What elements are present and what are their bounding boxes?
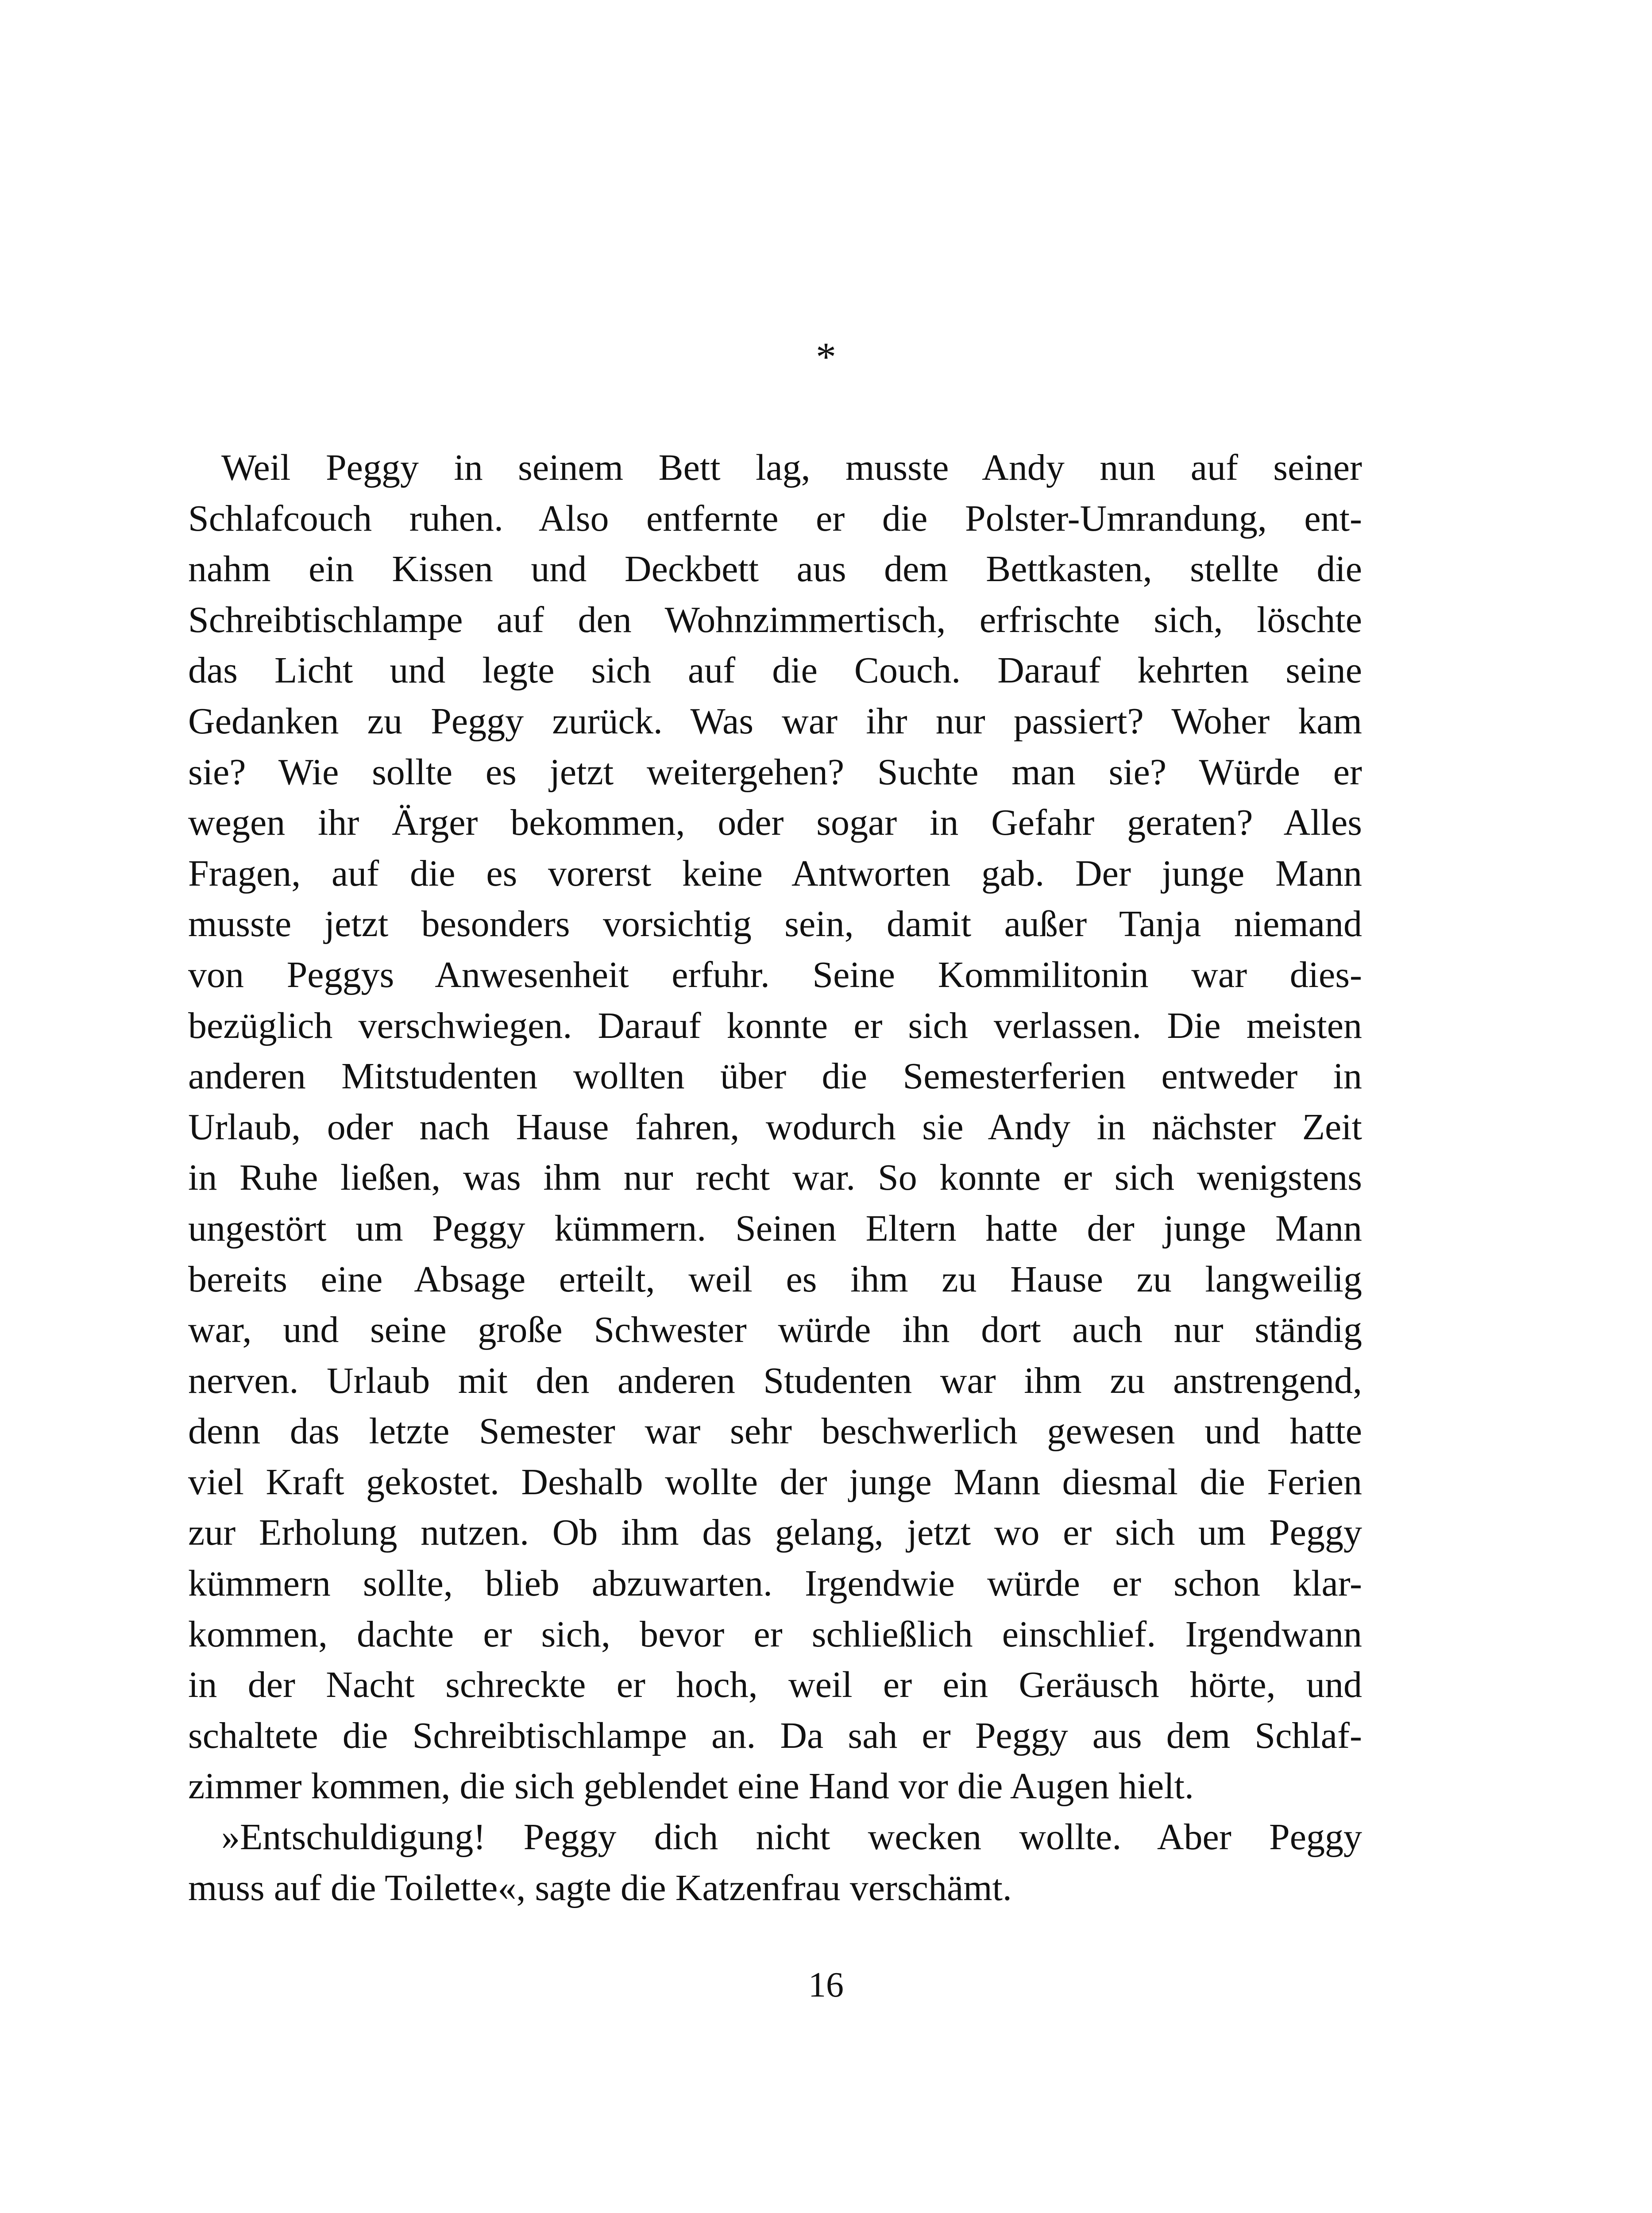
section-separator: * bbox=[816, 334, 836, 379]
text-line: Schlafcouch ruhen. Also entfernte er die Polster-Umrandung, ent- bbox=[188, 497, 1362, 539]
text-line: war, und seine große Schwester würde ihn dort auch nur ständig bbox=[188, 1309, 1362, 1351]
text-line: nerven. Urlaub mit den anderen Studenten war ihm zu anstrengend, bbox=[188, 1360, 1362, 1401]
text-line: denn das letzte Semester war sehr beschwerlich gewesen und hatte bbox=[188, 1411, 1362, 1452]
text-line: viel Kraft gekostet. Deshalb wollte der junge Mann diesmal die Ferien bbox=[188, 1461, 1362, 1503]
text-line: »Entschuldigung! Peggy dich nicht wecken wollte. Aber Peggy bbox=[221, 1816, 1362, 1858]
text-line: schaltete die Schreibtischlampe an. Da sah er Peggy aus dem Schlaf- bbox=[188, 1715, 1362, 1756]
paragraph-1 bbox=[188, 443, 1362, 1812]
text-line: bereits eine Absage erteilt, weil es ihm zu Hause zu langweilig bbox=[188, 1258, 1362, 1300]
text-line: wegen ihr Ärger bekommen, oder sogar in Gefahr geraten? Alles bbox=[188, 802, 1362, 844]
text-line: muss auf die Toilette«, sagte die Katzenfrau verschämt. bbox=[188, 1867, 1012, 1908]
text-line: kommen, dachte er sich, bevor er schließlich einschlief. Irgendwann bbox=[188, 1613, 1362, 1655]
text-line: musste jetzt besonders vorsichtig sein, damit außer Tanja niemand bbox=[188, 903, 1362, 945]
text-line: bezüglich verschwiegen. Darauf konnte er sich verlassen. Die meisten bbox=[188, 1005, 1362, 1046]
text-line: zur Erholung nutzen. Ob ihm das gelang, jetzt wo er sich um Peggy bbox=[188, 1512, 1362, 1554]
text-line: ungestört um Peggy kümmern. Seinen Eltern hatte der junge Mann bbox=[188, 1207, 1362, 1249]
paragraph-2 bbox=[188, 1812, 1362, 1913]
text-line: zimmer kommen, die sich geblendet eine Hand vor die Augen hielt. bbox=[188, 1766, 1194, 1807]
text-line: Urlaub, oder nach Hause fahren, wodurch sie Andy in nächster Zeit bbox=[188, 1106, 1362, 1148]
text-line: Gedanken zu Peggy zurück. Was war ihr nur passiert? Woher kam bbox=[188, 700, 1362, 742]
text-line: nahm ein Kissen und Deckbett aus dem Bettkasten, stellte die bbox=[188, 548, 1362, 590]
page-number: 16 bbox=[808, 1966, 844, 2005]
text-line: in der Nacht schreckte er hoch, weil er ein Geräusch hörte, und bbox=[188, 1664, 1362, 1706]
text-line: Weil Peggy in seinem Bett lag, musste Andy nun auf seiner bbox=[221, 447, 1362, 488]
text-line: Schreibtischlampe auf den Wohnzimmertisch, erfrischte sich, löschte bbox=[188, 599, 1362, 640]
text-line: das Licht und legte sich auf die Couch. Darauf kehrten seine bbox=[188, 650, 1362, 691]
text-line: Fragen, auf die es vorerst keine Antworten gab. Der junge Mann bbox=[188, 852, 1362, 894]
text-line: anderen Mitstudenten wollten über die Semesterferien entweder in bbox=[188, 1056, 1362, 1097]
text-line: kümmern sollte, blieb abzuwarten. Irgendwie würde er schon klar- bbox=[188, 1563, 1362, 1604]
body-text bbox=[188, 443, 1362, 1913]
text-line: von Peggys Anwesenheit erfuhr. Seine Kommilitonin war dies- bbox=[188, 954, 1362, 995]
text-line: sie? Wie sollte es jetzt weitergehen? Suchte man sie? Würde er bbox=[188, 751, 1362, 793]
text-line: in Ruhe ließen, was ihm nur recht war. So konnte er sich wenigstens bbox=[188, 1157, 1362, 1199]
